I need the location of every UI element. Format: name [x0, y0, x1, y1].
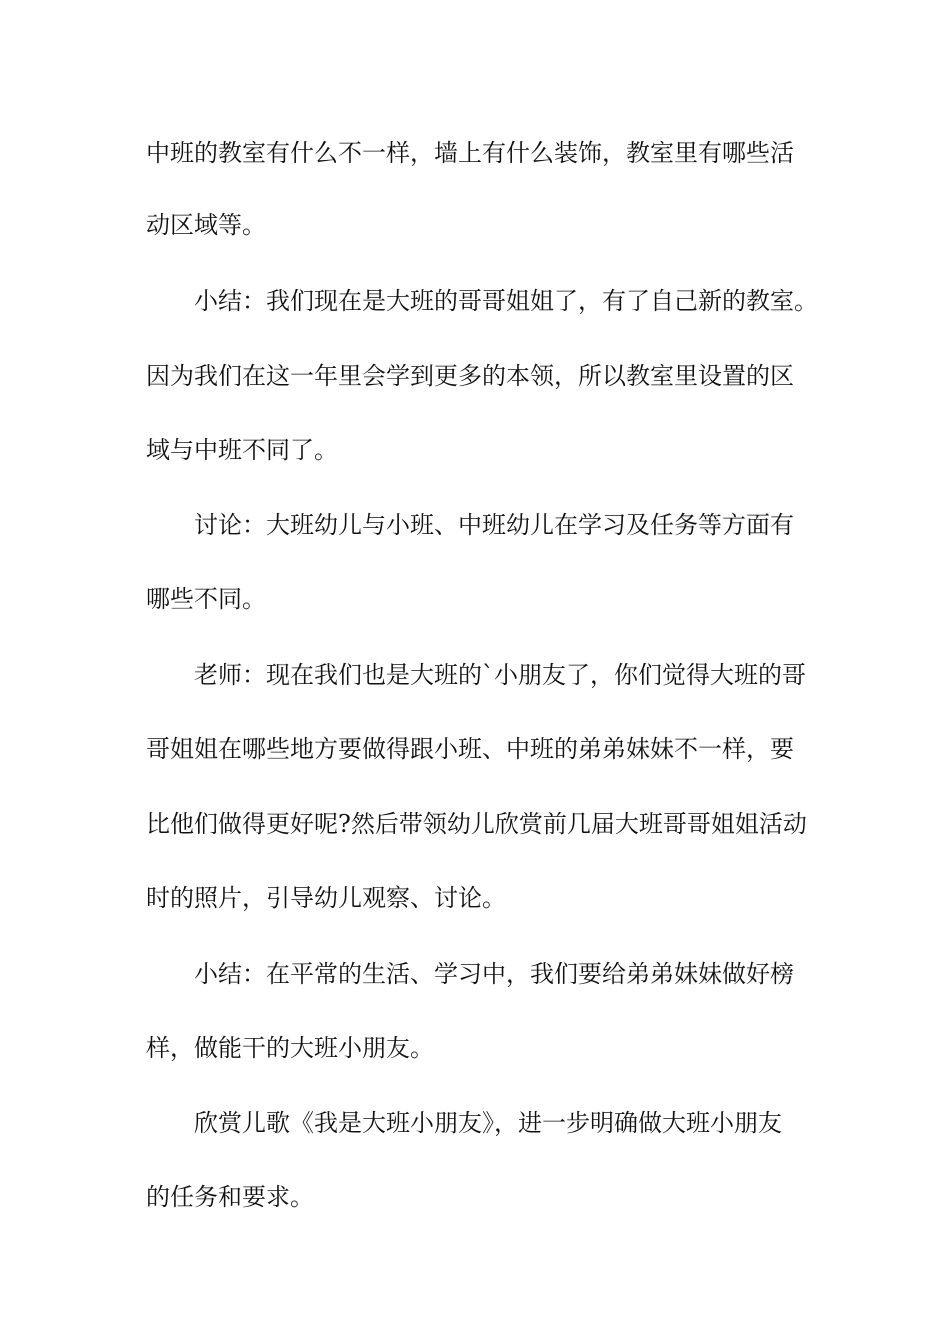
text-line: 哪些不同。 [146, 585, 266, 613]
text-line: 老师：现在我们也是大班的`小朋友了，你们觉得大班的哥 [194, 661, 806, 689]
text-line: 动区域等。 [146, 211, 266, 239]
text-line: 域与中班不同了。 [146, 436, 338, 464]
text-line: 讨论：大班幼儿与小班、中班幼儿在学习及任务等方面有 [194, 511, 794, 539]
text-line: 比他们做得更好呢?然后带领幼儿欣赏前几届大班哥哥姐姐活动 [146, 810, 807, 838]
text-line: 时的照片，引导幼儿观察、讨论。 [146, 884, 506, 912]
text-line: 样，做能干的大班小朋友。 [146, 1034, 434, 1062]
text-line: 的任务和要求。 [146, 1183, 314, 1211]
text-line: 小结：我们现在是大班的哥哥姐姐了，有了自己新的教室。 [194, 287, 818, 315]
text-line: 中班的教室有什么不一样，墙上有什么装饰，教室里有哪些活 [146, 139, 794, 167]
text-line: 因为我们在这一年里会学到更多的本领，所以教室里设置的区 [146, 362, 794, 390]
text-line: 哥姐姐在哪些地方要做得跟小班、中班的弟弟妹妹不一样，要 [146, 735, 794, 763]
text-line: 小结：在平常的生活、学习中，我们要给弟弟妹妹做好榜 [194, 960, 794, 988]
text-line: 欣赏儿歌《我是大班小朋友》，进一步明确做大班小朋友 [194, 1109, 782, 1137]
